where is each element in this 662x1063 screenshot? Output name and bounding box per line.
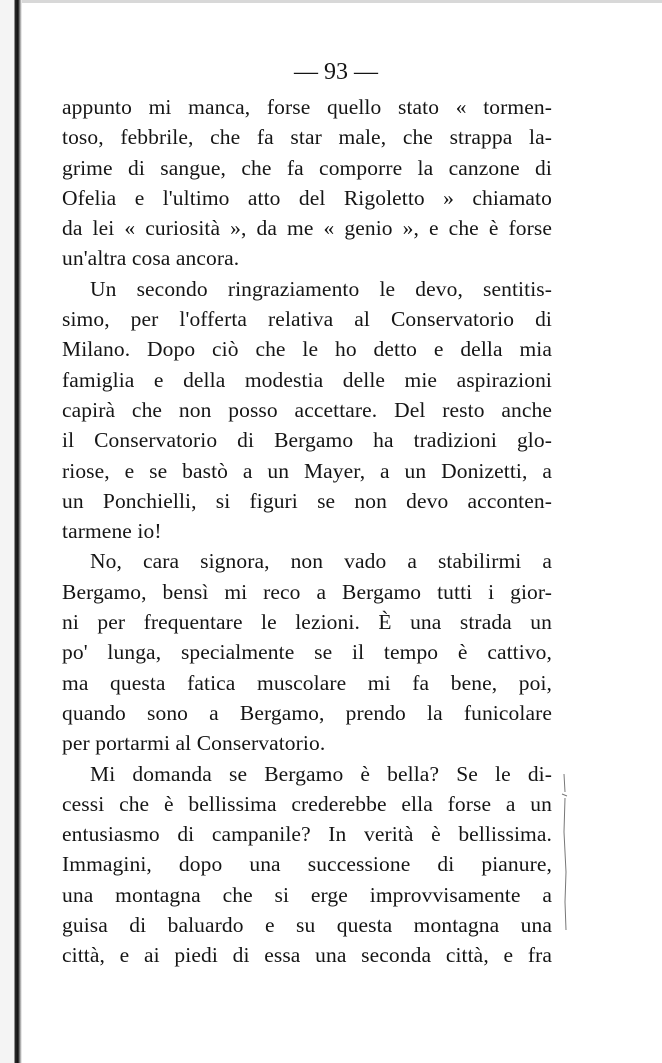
body-text <box>62 92 552 971</box>
text-line: ma questa fatica muscolare mi fa bene, poi, <box>62 670 552 695</box>
text-line: appunto mi manca, forse quello stato « tormen- <box>62 95 552 119</box>
text-line: un'altra cosa ancora. <box>62 246 240 271</box>
text-line: una montagna che si erge improvvisamente a <box>62 882 552 907</box>
text-line: capirà che non posso accettare. Del resto anche <box>62 397 552 422</box>
text-line: cessi che è bellissima crederebbe ella forse a un <box>62 791 552 816</box>
text-line: tarmene io! <box>62 519 162 544</box>
text-line: toso, febbrile, che fa star male, che strappa la- <box>62 125 552 150</box>
text-line: grime di sangue, che fa comporre la canzone di <box>62 155 552 180</box>
text-line: per portarmi al Conservatorio. <box>62 731 326 756</box>
text-line: famiglia e della modestia delle mie aspirazioni <box>62 367 552 392</box>
margin-pencil-mark <box>556 772 568 932</box>
text-line: Immagini, dopo una successione di pianure, <box>62 852 552 877</box>
book-spine-edge <box>0 0 22 1063</box>
text-line: simo, per l'offerta relativa al Conservatorio di <box>62 307 552 332</box>
text-line: città, e ai piedi di essa una seconda città, e fra <box>62 943 552 968</box>
text-line: quando sono a Bergamo, prendo la funicolare <box>62 700 552 725</box>
text-line: No, cara signora, non vado a stabilirmi a <box>90 549 552 574</box>
text-line: entusiasmo di campanile? In verità è bellissima. <box>62 822 552 847</box>
text-line: riose, e se bastò a un Mayer, a un Donizetti, a <box>62 458 552 483</box>
text-line: Milano. Dopo ciò che le ho detto e della mia <box>62 337 552 362</box>
text-line: Ofelia e l'ultimo atto del Rigoletto » chiamato <box>62 185 552 210</box>
text-line: Bergamo, bensì mi reco a Bergamo tutti i gior- <box>62 579 552 604</box>
page-number: — 93 — <box>294 59 378 85</box>
text-line: guisa di baluardo e su questa montagna una <box>62 913 552 938</box>
text-line: po' lunga, specialmente se il tempo è cattivo, <box>62 640 552 665</box>
text-line: Un secondo ringraziamento le devo, sentitis- <box>90 276 552 301</box>
text-line: un Ponchielli, si figuri se non devo acconten- <box>62 488 552 513</box>
text-line: Mi domanda se Bergamo è bella? Se le di- <box>90 761 552 786</box>
text-line: ni per frequentare le lezioni. È una strada un <box>62 610 552 635</box>
text-line: il Conservatorio di Bergamo ha tradizioni glo- <box>62 428 552 453</box>
page-top-edge <box>22 0 662 3</box>
text-line: da lei « curiosità », da me « genio », e che è forse <box>62 216 552 241</box>
